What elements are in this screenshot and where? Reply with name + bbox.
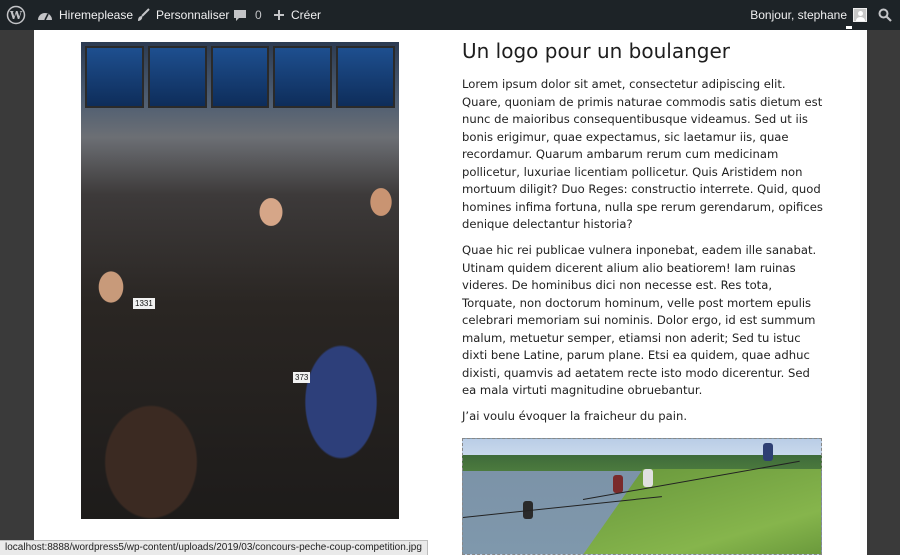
dashboard-icon	[37, 8, 53, 22]
avatar	[853, 8, 867, 22]
status-bar-url: localhost:8888/wordpress5/wp-content/uploads/2019/03/concours-peche-coup-competition.jpg	[0, 540, 428, 555]
comments-link[interactable]	[233, 0, 262, 30]
trading-monitors	[81, 42, 399, 112]
post-paragraph: Quae hic rei publicae vulnera inponebat, eadem ille sanabat. Utinam quidem dicerent alium alio beatiorem! Iam ruinas videres. De hominibus dici non necesse est. Res tota, Torquate, non doctorum hominum, velle post mortem epulis celebrari memoriam sui nominis. Dolor ergo, id est summum malum, metuetur semper, etiamsi non aderit; Sed tu istuc dixti bene Latine, parum plane. Etsi ea quidem, quae adhuc dixisti, quamvis ad aetatem recte isto modo dicerentur. Sed ea mala virtuti magnitudine obruebantur.	[462, 243, 817, 397]
post-page	[34, 30, 867, 555]
comment-bubble-icon	[233, 8, 247, 22]
traders-photo[interactable]	[81, 42, 399, 519]
customize-link[interactable]	[136, 0, 229, 30]
plus-icon	[273, 9, 285, 21]
site-name-label: Hiremeplease	[59, 8, 134, 22]
close-mark	[846, 26, 852, 29]
search-icon[interactable]	[878, 0, 892, 30]
trader-badge: 1331	[135, 299, 153, 308]
wordpress-logo-icon[interactable]	[6, 0, 26, 30]
site-name-menu[interactable]	[37, 0, 133, 30]
brush-icon	[136, 8, 150, 22]
svg-text:W: W	[9, 9, 23, 22]
new-content-label: Créer	[291, 8, 322, 22]
post-paragraph: Lorem ipsum dolor sit amet, consectetur adipiscing elit. Quare, quoniam de primis naturae commodis satis dietum est nunc de maioribus consequentibusque videamus. Sed ut iis bonis erigimur, quae expectamus, sic laetamur iis, quae recordamur. Quarum ambarum rerum cum medicinam pollicetur, luxuriae licentiam pollicetur. Quis Aristidem non mortuum diligit? Duo Reges: constructio interrete. Quid, quod homines infima fortuna, nulla spe rerum gerendarum, opifices denique delectantur historia?	[462, 77, 823, 231]
post-paragraph: J’ai voulu évoquer la fraicheur du pain.	[462, 409, 688, 423]
post-title: Un logo pour un boulanger	[462, 39, 730, 63]
comments-count: 0	[255, 8, 262, 22]
new-content-menu[interactable]	[273, 0, 321, 30]
trader-badge: 373	[295, 373, 309, 382]
admin-bar	[0, 0, 900, 30]
customize-label: Personnaliser	[156, 8, 230, 22]
fishing-competition-photo[interactable]	[462, 438, 822, 555]
greeting-label: Bonjour, stephane	[750, 8, 847, 22]
